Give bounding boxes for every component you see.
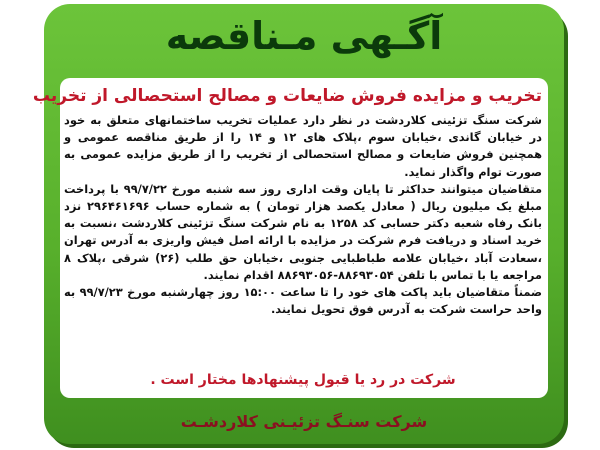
notice-subtitle: تخریب و مزایده فروش ضایعات و مصالح استحصالی از تخریب — [32, 86, 542, 106]
body-paragraph-3: ضمناً متقاضیان باید پاکت های خود را تا ساعت ۱۵:۰۰ روز چهارشنبه مورخ ۹۹/۷/۲۳ به واحد حراست شرکت به آدرس فوق تحویل نمایند. — [64, 285, 542, 317]
body-paragraph-1: شرکت سنگ تزئینی کلاردشت در نظر دارد عملیات تخریب ساختمانهای متعلق به خود در خیابان گاندی ،خیابان سوم ،پلاک های ۱۲ و ۱۴ را از طریق مناقصه عمومی و همچنین فروش ضایعات و مصالح استحصالی از تخریب را از طریق مزایده عمومی به صورت توام واگذار نماید. — [64, 113, 542, 179]
company-footer: شرکت سنـگ تزئیـنی کلاردشـت — [180, 412, 428, 431]
notice-title: آگـهی مـناقصه — [165, 14, 443, 58]
body-paragraph-2: متقاضیان میتوانند حداکثر تا پایان وقت اداری روز سه شنبه مورخ ۹۹/۷/۲۲ با پرداخت مبلغ یک میلیون ریال ( معادل یکصد هزار تومان ) به شماره حساب ۲۹۶۴۶۱۶۹۶ نزد بانک رفاه شعبه دکتر حسابی کد ۱۲۵۸ به نام شرکت سنگ تزئینی کلاردشت ،نسبت به خرید اسناد و دریافت فرم شرکت در مزایده با ارائه اصل فیش واریزی به آدرس تهران ،سعادت آباد ،خیابان علامه طباطبایی جنوبی ،خیابان حق طلب (۲۶) شرقی ،پلاک ۸ مراجعه یا با تماس با تلفن ۸۸۶۹۳۰۵۴-۸۸۶۹۳۰۵۶ اقدام نمایند. — [64, 181, 542, 282]
notice-body — [64, 112, 542, 318]
reserve-clause: شرکت در رد یا قبول پیشنهادها مختار است . — [150, 372, 456, 388]
